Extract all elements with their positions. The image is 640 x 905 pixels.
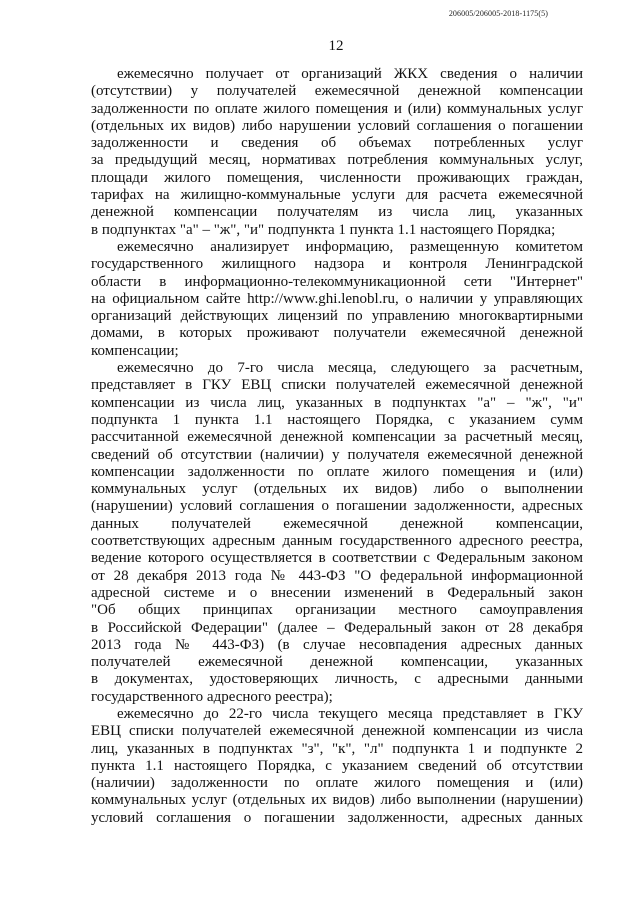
text-line: сведений об отсутствии (наличии) у получателя ежемесячной денежной — [91, 446, 583, 463]
text-line: в Российской Федерации" (далее – Федеральный закон от 28 декабря — [91, 619, 583, 636]
text-line: коммунальных услуг (отдельных их видов) либо выполнении (нарушении) — [91, 792, 583, 809]
document-body — [91, 66, 583, 827]
text-line: компенсации; — [91, 342, 179, 359]
text-line: денежной компенсации получателям из числа лиц, указанных — [91, 204, 583, 221]
text-line: компенсации из числа лиц, указанных в подпунктах "а" – "ж", "и" — [91, 394, 583, 411]
text-line: ежемесячно до 7-го числа месяца, следующего за расчетным, — [117, 360, 583, 377]
text-line: условий соглашения о погашении задолженности, адресных данных — [91, 809, 583, 826]
text-line: ведение которого осуществляется в соответствии с Федеральным законом — [91, 550, 583, 567]
text-line: государственного жилищного надзора и контроля Ленинградской — [91, 256, 583, 273]
text-line: ежемесячно получает от организаций ЖКХ сведения о наличии — [117, 66, 583, 82]
text-line: 2013 года № 443-ФЗ) (в случае несовпадения адресных данных — [91, 636, 583, 653]
text-line: ЕВЦ списки получателей ежемесячной денежной компенсации из числа — [91, 723, 583, 740]
page-number: 12 — [328, 38, 344, 54]
text-line: адресной системе и о внесении изменений в Федеральный закон — [91, 584, 583, 601]
text-line: домами, в которых проживают получатели ежемесячной денежной — [91, 325, 583, 342]
text-line: представляет в ГКУ ЕВЦ списки получателей ежемесячной денежной — [91, 377, 583, 394]
text-line: государственного адресного реестра); — [91, 688, 333, 705]
text-line: (наличии) задолженности по оплате жилого помещения и (или) — [91, 775, 583, 792]
paragraph-analyzes-info — [91, 239, 583, 360]
text-line: рассчитанной ежемесячной денежной компенсации за расчетный месяц, — [91, 429, 583, 446]
text-line: (отсутствии) у получателей ежемесячной денежной компенсации — [91, 83, 583, 100]
text-line: (отдельных их видов) либо нарушении условий соглашения о погашении — [91, 117, 583, 134]
text-line: от 28 декабря 2013 года № 443-ФЗ "О федеральной информационной — [91, 567, 583, 584]
text-line: площади жилого помещения, численности проживающих граждан, — [91, 169, 583, 186]
text-line: лиц, указанных в подпунктах "з", "к", "л" подпункта 1 и подпункте 2 — [91, 740, 583, 757]
text-line: пункта 1.1 настоящего Порядка, с указанием сведений об отсутствии — [91, 757, 583, 774]
paragraph-lists-7th-day — [91, 360, 583, 706]
paragraph-lists-22nd-day — [91, 706, 583, 827]
text-line: задолженности по оплате жилого помещения и (или) коммунальных услуг — [91, 100, 583, 117]
text-line: ежемесячно анализирует информацию, размещенную комитетом — [117, 238, 583, 255]
text-line: "Об общих принципах организации местного самоуправления — [91, 602, 583, 619]
text-line: соответствующих адресным данным государственного адресного реестра, — [91, 533, 583, 550]
text-line: за предыдущий месяц, нормативах потребления коммунальных услуг, — [91, 152, 583, 169]
text-line: задолженности и сведения об объемах потребленных услуг — [91, 135, 583, 152]
text-line: получателей ежемесячной денежной компенсации, указанных — [91, 654, 583, 671]
text-line: организаций действующих лицензий по управлению многоквартирными — [91, 308, 583, 325]
text-line: на официальном сайте http://www.ghi.lenobl.ru, о наличии у управляющих — [91, 290, 583, 307]
text-line: данных получателей ежемесячной денежной компенсации, — [91, 515, 583, 532]
text-line: коммунальных услуг (отдельных их видов) либо о выполнении — [91, 481, 583, 498]
text-line: подпункта 1 пункта 1.1 настоящего Порядка, с указанием сумм — [91, 411, 583, 428]
document-code: 206005/206005-2018-1175(5) — [448, 9, 548, 18]
text-line: тарифах на жилищно-коммунальные услуги для расчета ежемесячной — [91, 187, 583, 204]
text-line: области в информационно-телекоммуникационной сети "Интернет" — [91, 273, 583, 290]
text-line: в подпунктах "а" – "ж", "и" подпункта 1 пункта 1.1 настоящего Порядка; — [91, 221, 556, 238]
text-line: ежемесячно до 22-го числа текущего месяца представляет в ГКУ — [117, 705, 583, 722]
text-line: компенсации задолженности по оплате жилого помещения и (или) — [91, 463, 583, 480]
text-line: (нарушении) условий соглашения о погашении задолженности, адресных — [91, 498, 583, 515]
text-line: в документах, удостоверяющих личность, с адресными данными — [91, 671, 583, 688]
paragraph-receives-info — [91, 66, 583, 239]
